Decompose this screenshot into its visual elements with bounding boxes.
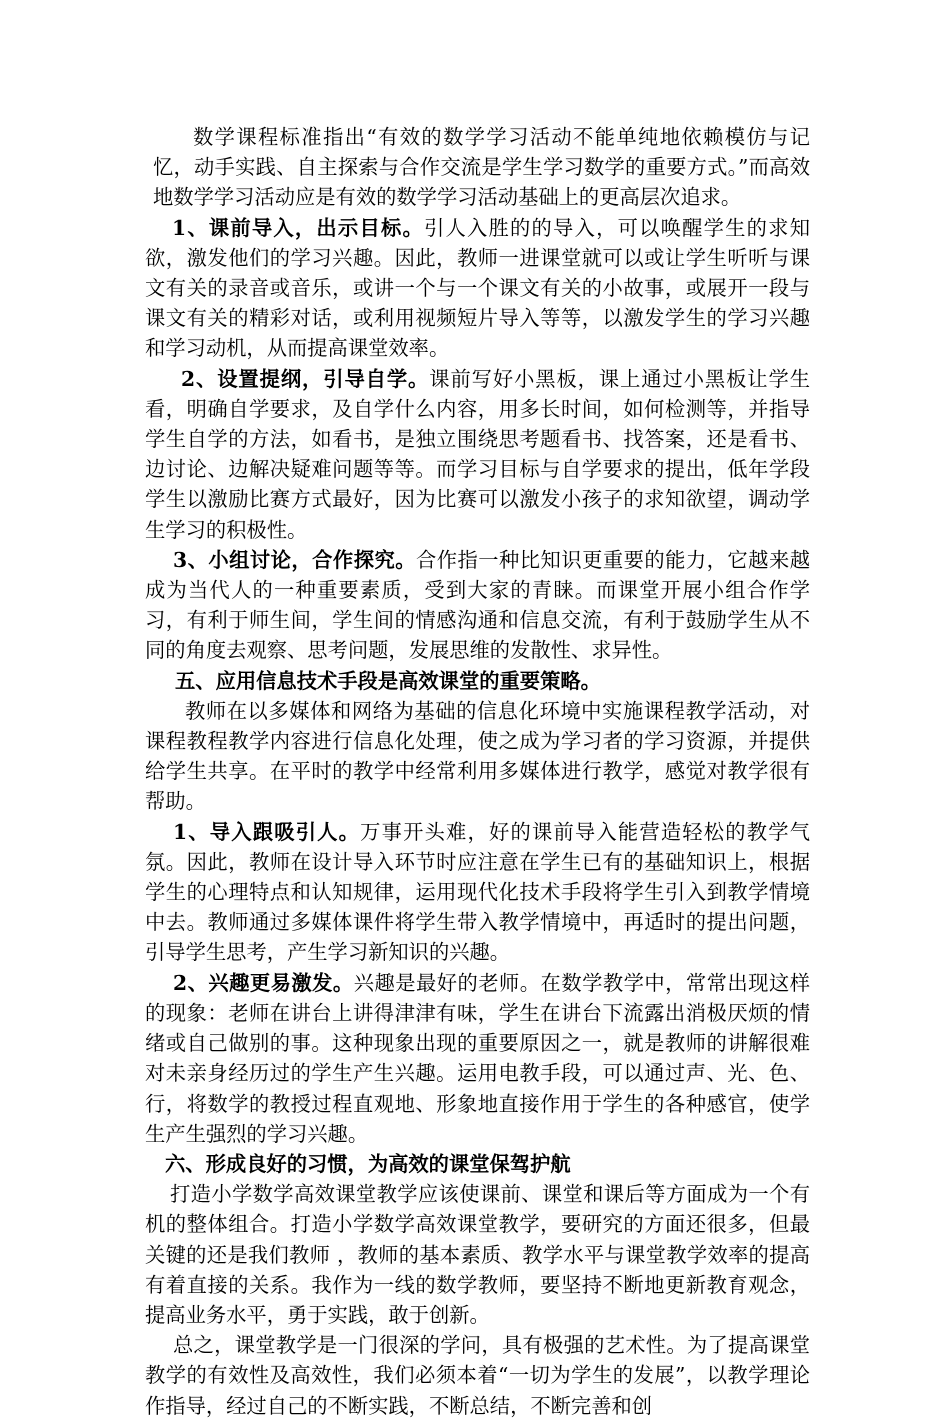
- section-5-item-2-text: 兴趣是最好的老师。在数学教学中，常常出现这样的现象：老师在讲台上讲得津津有味，学生在讲台下流露出消极厌烦的情绪或自己做别的事。这种现象出现的重要原因之一，就是教师的讲解很难对未亲身经历过的学生产生兴趣。运用电教手段，可以通过声、光、色、行，将数学的教授过程直观地、形象地直接作用于学生的各种感官，使学生产生强烈的学习兴趣。: [145, 970, 810, 1146]
- item-2-text: 课前写好小黑板，课上通过小黑板让学生看，明确自学要求，及自学什么内容，用多长时间，如何检测等，并指导学生自学的方法，如看书，是独立围绕思考题看书、找答案，还是看书、边讨论、边解决疑难问题等等。而学习目标与自学要求的提出，低年学段学生以激励比赛方式最好，因为比赛可以激发小孩子的求知欲望，调动学生学习的积极性。: [145, 366, 810, 542]
- item-3-text: 合作指一种比知识更重要的能力，它越来越成为当代人的一种重要素质，受到大家的青睐。而课堂开展小组合作学习，有利于师生间，学生间的情感沟通和信息交流，有利于鼓励学生从不同的角度去观察、思考问题，发展思维的发散性、求异性。: [145, 547, 810, 663]
- item-3-lead: 3、小组讨论，合作探究。: [173, 547, 416, 572]
- item-2-lead: 2、设置提纲，引导自学。: [181, 366, 430, 391]
- intro-paragraph: 数学课程标准指出“有效的数学学习活动不能单纯地依赖模仿与记忆，动手实践、自主探索与合作交流是学生学习数学的重要方式。”而高效地数学学习活动应是有效的数学学习活动基础上的更高层次追求。: [153, 125, 810, 210]
- section-6-paragraph-2: 总之，课堂教学是一门很深的学问，具有极强的艺术性。为了提高课堂教学的有效性及高效性，我们必须本着“一切为学生的发展”，以教学理论作指导，经过自己的不断实践，不断总结，不断完善和创: [145, 1333, 810, 1418]
- section-5-item-2-paragraph: [145, 968, 810, 1149]
- section-5-heading: 五、应用信息技术手段是高效课堂的重要策略。: [175, 668, 601, 693]
- document-page: [145, 122, 810, 1421]
- section-5-item-2-lead: 2、兴趣更易激发。: [173, 970, 354, 995]
- item-2-paragraph: [145, 364, 810, 545]
- item-1-paragraph: [145, 213, 810, 364]
- item-1-lead: 1、课前导入，出示目标。: [172, 215, 424, 240]
- section-6-heading: 六、形成良好的习惯，为高效的课堂保驾护航: [165, 1151, 571, 1176]
- section-5-intro: 教师在以多媒体和网络为基础的信息化环境中实施课程教学活动，对课程教程教学内容进行信息化处理，使之成为学习者的学习资源，并提供给学生共享。在平时的教学中经常利用多媒体进行教学，感觉对教学很有帮助。: [145, 698, 810, 814]
- section-6-paragraph-1: 打造小学数学高效课堂教学应该使课前、课堂和课后等方面成为一个有机的整体组合。打造小学数学高效课堂教学，要研究的方面还很多，但最关键的还是我们教师 ，教师的基本素质、教学水平与课堂教学效率的提高有着直接的关系。我作为一线的数学教师，要坚持不断地更新教育观念，提高业务水平，勇于实践，敢于创新。: [145, 1182, 810, 1327]
- section-5-item-1-lead: 1、导入跟吸引人。: [173, 819, 361, 844]
- item-3-paragraph: [145, 545, 810, 666]
- section-5-item-1-text: 万事开头难，好的课前导入能营造轻松的教学气氛。因此，教师在设计导入环节时应注意在学生已有的基础知识上，根据学生的心理特点和认知规律，运用现代化技术手段将学生引入到教学情境中去。教师通过多媒体课件将学生带入教学情境中，再适时的提出问题，引导学生思考，产生学习新知识的兴趣。: [145, 819, 810, 965]
- section-5-item-1-paragraph: [145, 817, 810, 968]
- item-1-text: 引人入胜的的导入，可以唤醒学生的求知欲，激发他们的学习兴趣。因此，教师一进课堂就可以或让学生听听与课文有关的录音或音乐，或讲一个与一个课文有关的小故事，或展开一段与课文有关的精彩对话，或利用视频短片导入等等，以激发学生的学习兴趣和学习动机，从而提高课堂效率。: [145, 215, 810, 361]
